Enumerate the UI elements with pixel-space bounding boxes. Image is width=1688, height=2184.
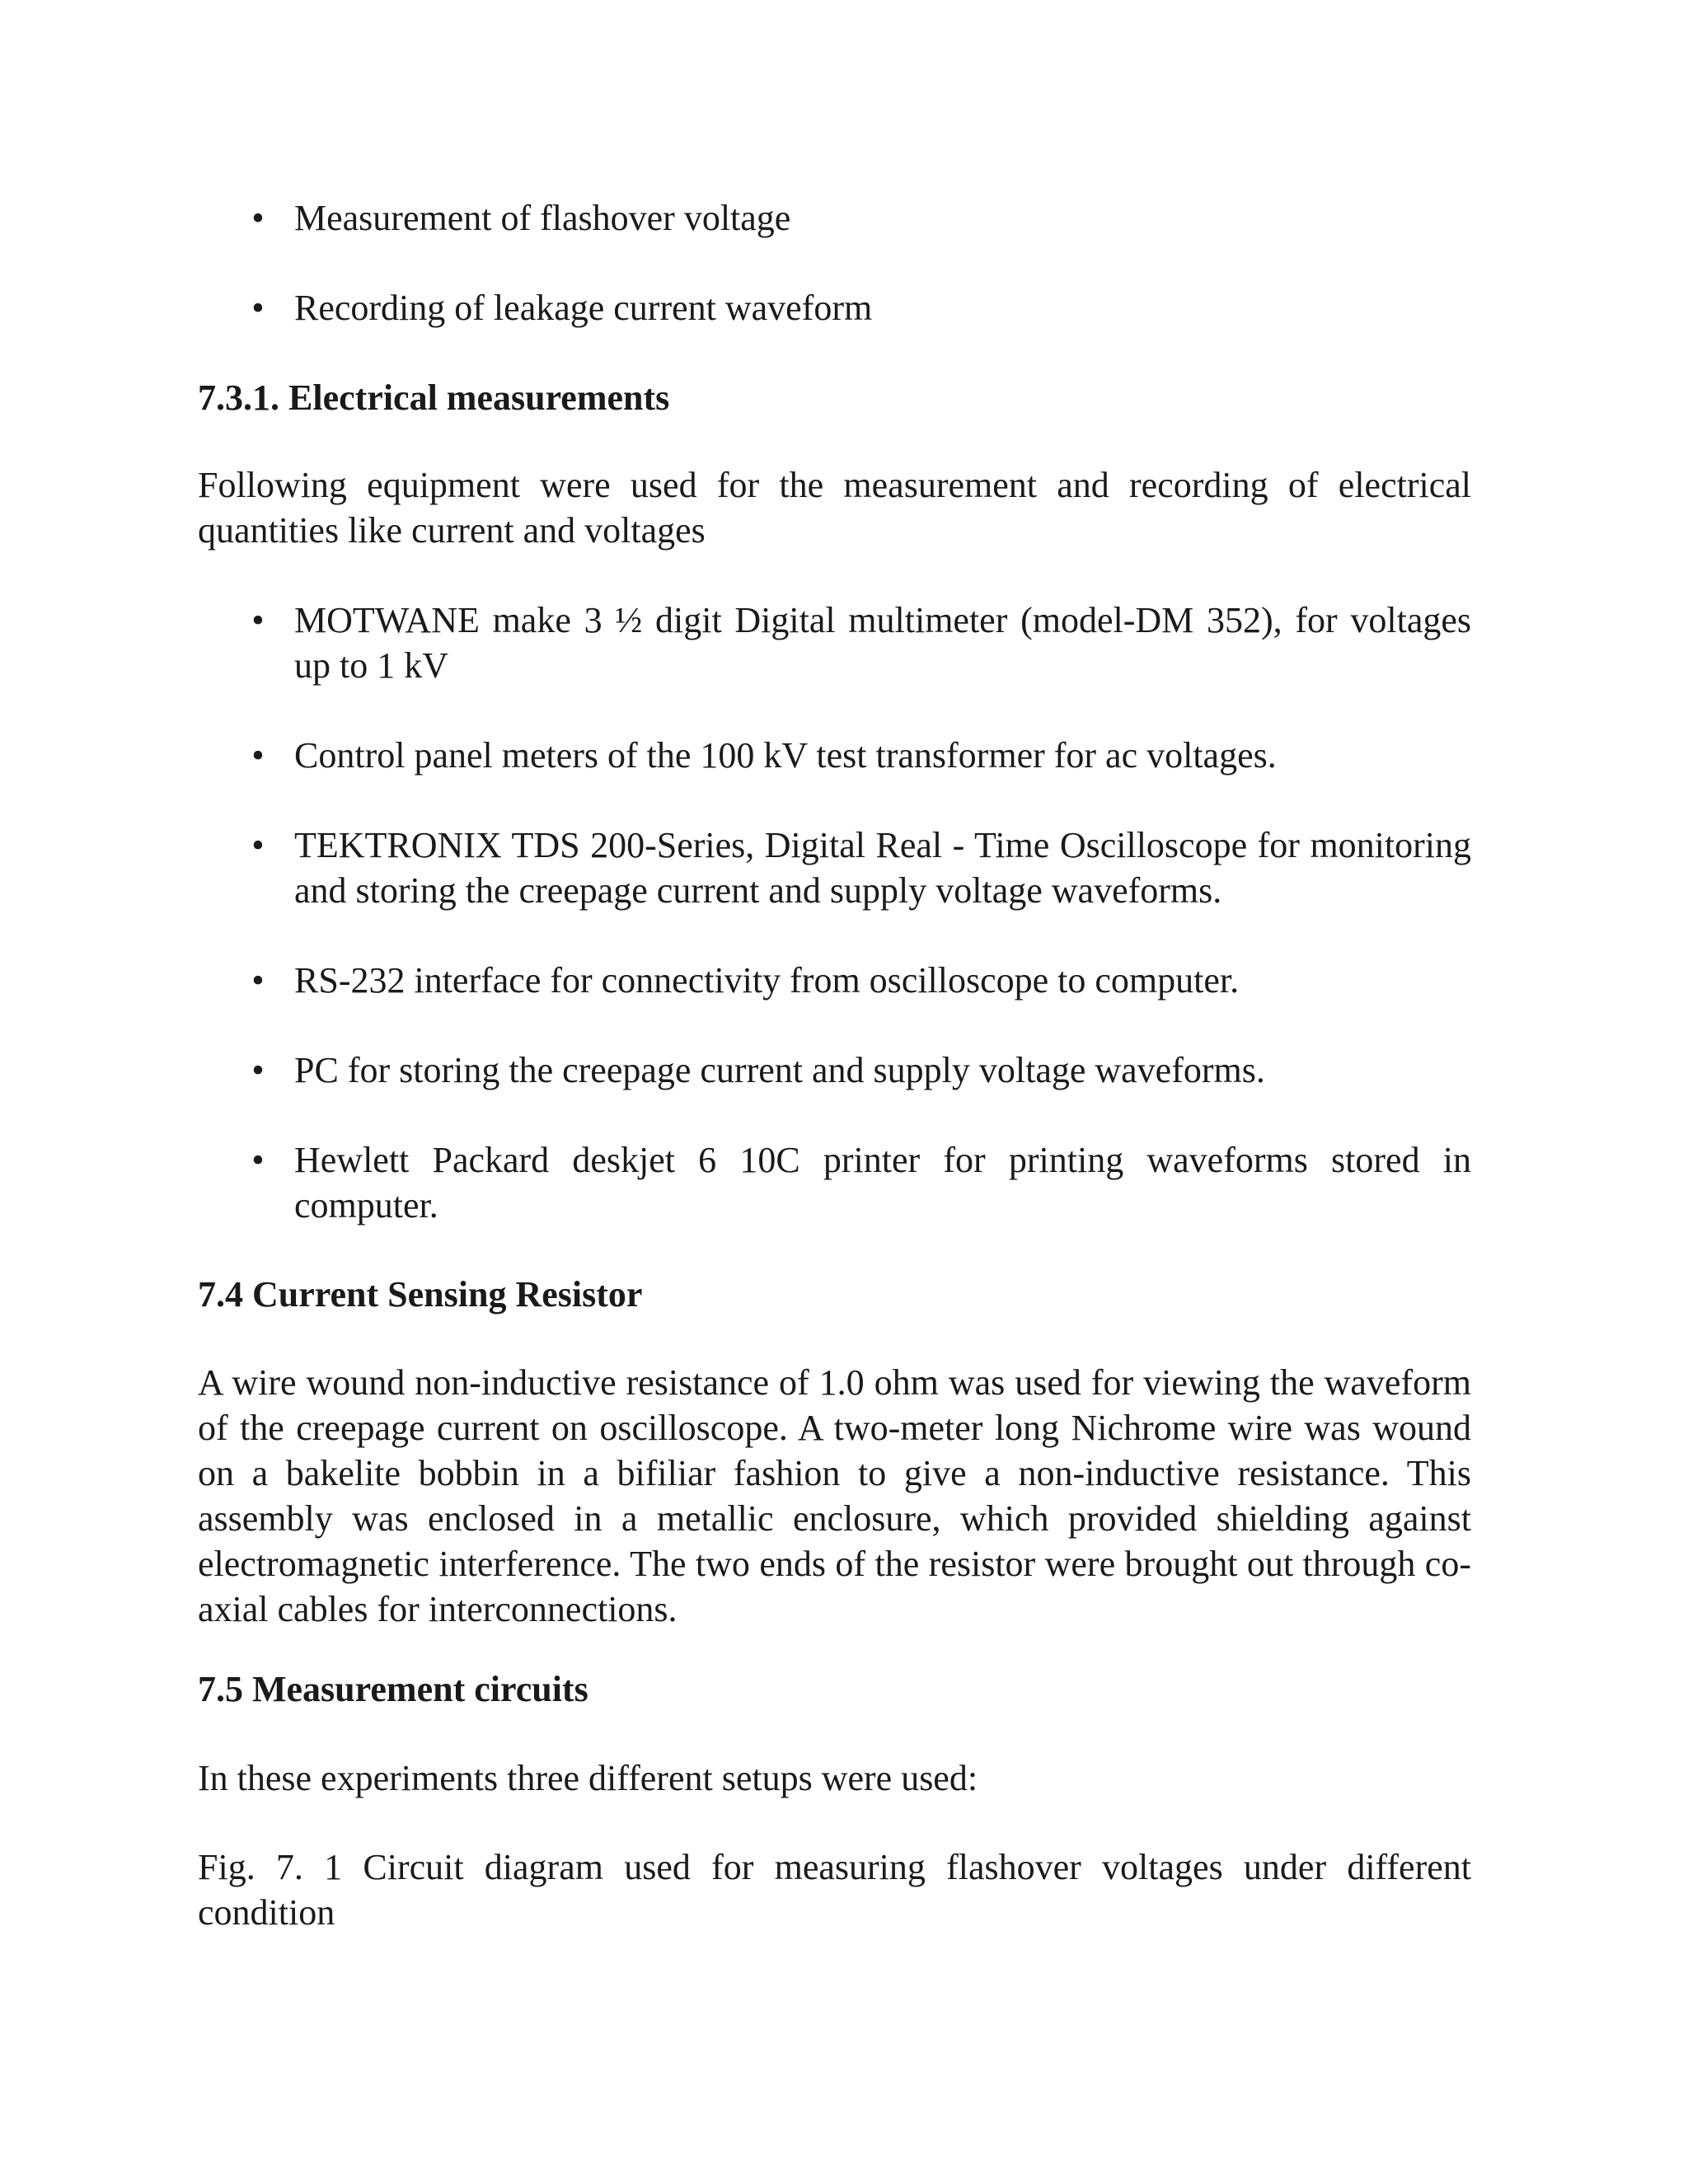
section-heading: 7.5 Measurement circuits [198, 1669, 588, 1709]
list-item-text: Hewlett Packard deskjet 6 10C printer for printing waveforms stored in computer. [294, 1140, 1471, 1226]
list-item [198, 1047, 1471, 1093]
list-item-text: Control panel meters of the 100 kV test transformer for ac voltages. [294, 735, 1277, 776]
bullet-icon: • [251, 1050, 265, 1090]
list-item [198, 285, 1471, 330]
list-item [198, 823, 1471, 913]
list-item [198, 1137, 1471, 1228]
list-item [198, 195, 1471, 241]
figure-caption: Fig. 7. 1 Circuit diagram used for measuring flashover voltages under different condition [198, 1847, 1471, 1933]
list-item-text: TEKTRONIX TDS 200-Series, Digital Real - Time Oscilloscope for monitoring and storing the creepage current and supply voltage waveforms. [294, 825, 1471, 911]
paragraph: In these experiments three different setups were used: [198, 1758, 978, 1798]
list-item-text: Measurement of flashover voltage [294, 198, 791, 238]
bullet-icon: • [251, 735, 265, 776]
bullet-icon: • [251, 1140, 265, 1180]
bullet-icon: • [251, 198, 265, 238]
list-item-text: PC for storing the creepage current and supply voltage waveforms. [294, 1050, 1265, 1090]
list-item [198, 958, 1471, 1003]
bullet-icon: • [251, 288, 265, 328]
list-item [198, 598, 1471, 688]
paragraph: A wire wound non-inductive resistance of 1.0 ohm was used for viewing the waveform of the creepage current on oscilloscope. A two-meter long Nichrome wire was wound on a bakelite bobbin in a bifiliar fashion to give a non-inductive resistance. This assembly was enclosed in a metallic enclosure, which provided shielding against electromagnetic interference. The two ends of the resistor were brought out through co-axial cables for interconnections. [198, 1362, 1471, 1629]
list-item [198, 733, 1471, 778]
list-item-text: RS-232 interface for connectivity from oscilloscope to computer. [294, 960, 1240, 1001]
section-heading: 7.3.1. Electrical measurements [198, 377, 670, 418]
bullet-icon: • [251, 960, 265, 1001]
list-item-text: MOTWANE make 3 ½ digit Digital multimeter (model-DM 352), for voltages up to 1 kV [294, 600, 1471, 686]
paragraph: Following equipment were used for the measurement and recording of electrical quantities like current and voltages [198, 465, 1471, 551]
bullet-icon: • [251, 600, 265, 640]
section-heading: 7.4 Current Sensing Resistor [198, 1274, 643, 1315]
list-item-text: Recording of leakage current waveform [294, 288, 873, 328]
bullet-icon: • [251, 825, 265, 865]
